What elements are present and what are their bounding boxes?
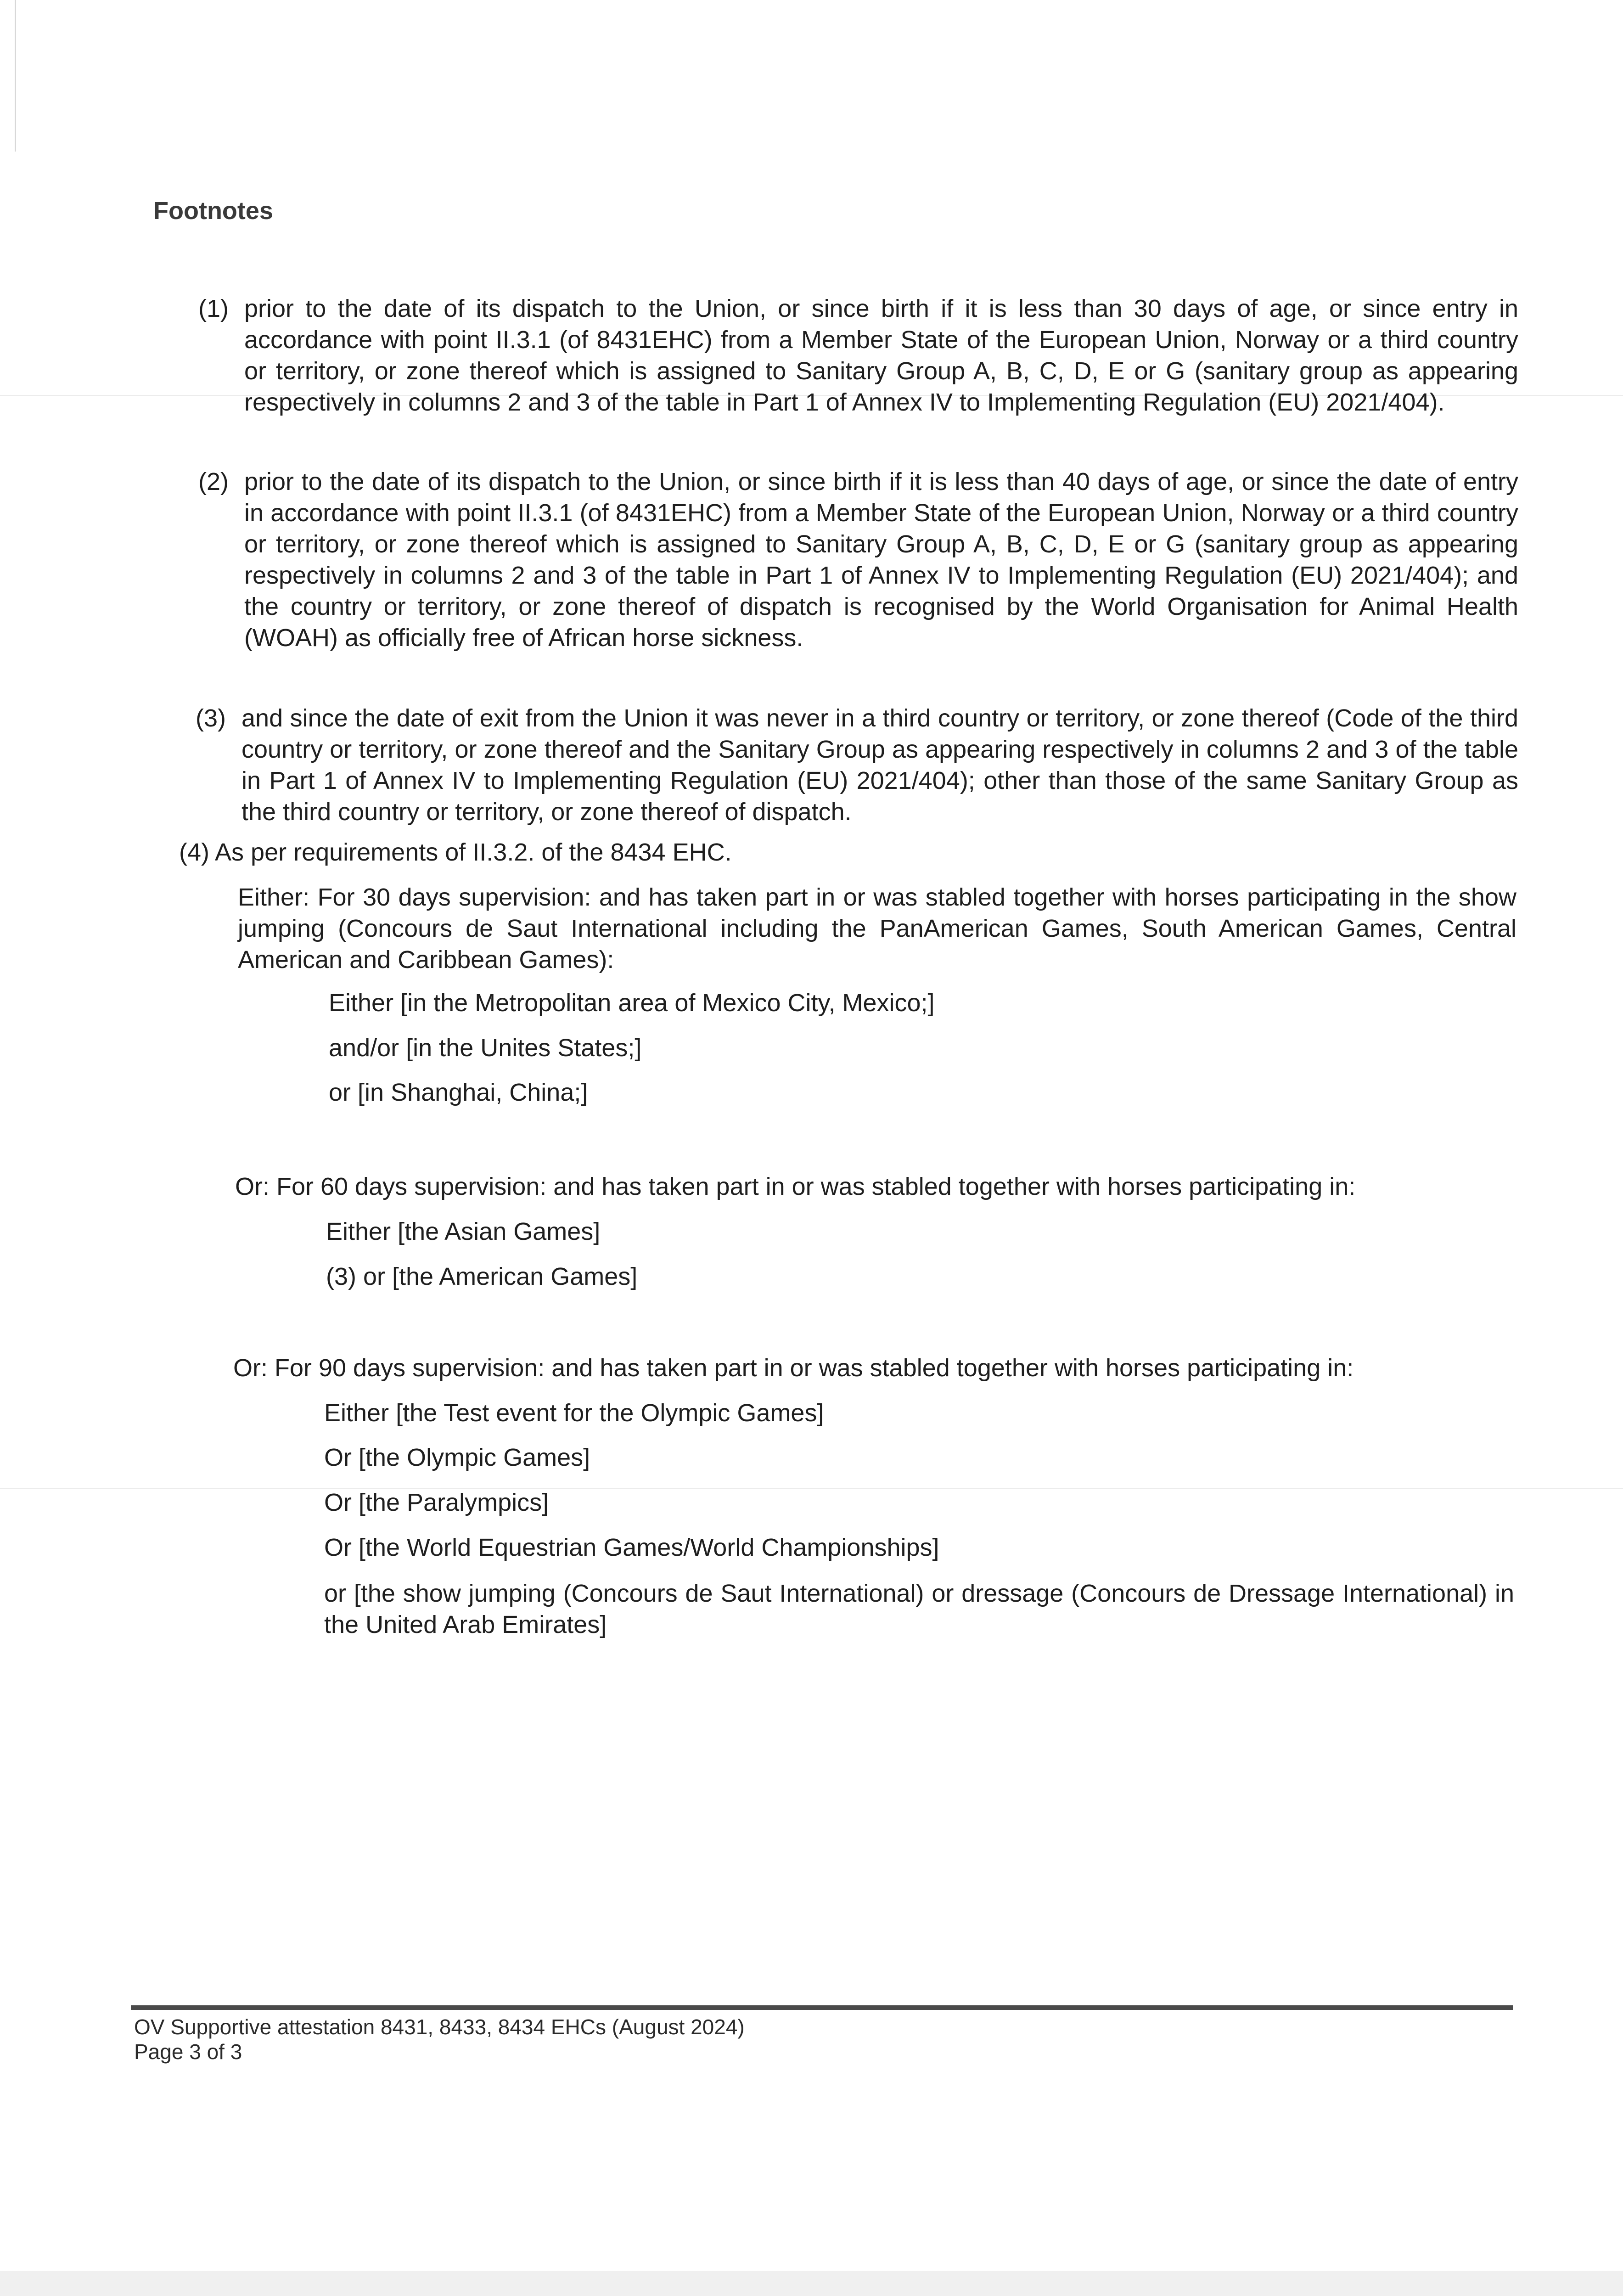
- option-item: Or [the Olympic Games]: [324, 1444, 590, 1471]
- footer-document-title: OV Supportive attestation 8431, 8433, 8434 EHCs (August 2024): [134, 2015, 745, 2039]
- footnote-number: (3): [196, 704, 226, 732]
- option-item: or [in Shanghai, China;]: [329, 1079, 588, 1106]
- option-item: or [the show jumping (Concours de Saut International) or dressage (Concours de Dressage International) in the United Arab Emirates]: [324, 1580, 1514, 1638]
- option-item: Or [the Paralympics]: [324, 1489, 549, 1516]
- page-bottom-edge: [0, 2271, 1623, 2296]
- scan-artifact-line: [0, 1488, 1623, 1489]
- footnote-number: (1): [198, 295, 229, 322]
- option-item: Either [in the Metropolitan area of Mexico City, Mexico;]: [329, 989, 935, 1017]
- option-item: (3) or [the American Games]: [326, 1263, 638, 1290]
- footnote-text: prior to the date of its dispatch to the Union, or since birth if it is less than 30 days of age, or since entry in accordance with point II.3.1 (of 8431EHC) from a Member State of the European Union, Norway or a third country or territory, or zone thereof which is assigned to Sanitary Group A, B, C, D, E or G (sanitary group as appearing respectively in columns 2 and 3 of the table in Part 1 of Annex IV to Implementing Regulation (EU) 2021/404).: [244, 295, 1518, 416]
- option-item: Either [the Test event for the Olympic Games]: [324, 1399, 824, 1427]
- option-item: Either [the Asian Games]: [326, 1218, 601, 1245]
- option-30-days: Either: For 30 days supervision: and has taken part in or was stabled together with horses participating in the show jumping (Concours de Saut International including the PanAmerican Games, South American Games, Central American and Caribbean Games):: [238, 884, 1516, 974]
- option-90-days: Or: For 90 days supervision: and has taken part in or was stabled together with horses participating in:: [233, 1354, 1354, 1382]
- footnote-text: prior to the date of its dispatch to the Union, or since birth if it is less than 40 days of age, or since the date of entry in accordance with point II.3.1 (of 8431EHC) from a Member State of the European Union, Norway or a third country or territory, or zone thereof which is assigned to Sanitary Group A, B, C, D, E or G (sanitary group as appearing respectively in columns 2 and 3 of the table in Part 1 of Annex IV to Implementing Regulation (EU) 2021/404); and the country or territory, or zone thereof of dispatch is recognised by the World Organisation for Animal Health (WOAH) as officially free of African horse sickness.: [244, 468, 1518, 652]
- option-item: and/or [in the Unites States;]: [329, 1034, 642, 1062]
- page-edge: [15, 0, 16, 152]
- footnotes-heading: Footnotes: [153, 197, 273, 225]
- footnote-number: (2): [198, 468, 229, 495]
- option-60-days: Or: For 60 days supervision: and has taken part in or was stabled together with horses participating in:: [235, 1173, 1356, 1200]
- footnote-4-intro: (4) As per requirements of II.3.2. of the 8434 EHC.: [179, 838, 732, 866]
- option-item: Or [the World Equestrian Games/World Championships]: [324, 1534, 939, 1561]
- footnote-text: and since the date of exit from the Union it was never in a third country or territory, or zone thereof (Code of the third country or territory, or zone thereof and the Sanitary Group as appearing respectively in columns 2 and 3 of the table in Part 1 of Annex IV to Implementing Regulation (EU) 2021/404); other than those of the same Sanitary Group as the third country or territory, or zone thereof of dispatch.: [241, 704, 1518, 826]
- footer-page-number: Page 3 of 3: [134, 2040, 242, 2064]
- footer-rule: [131, 2005, 1513, 2010]
